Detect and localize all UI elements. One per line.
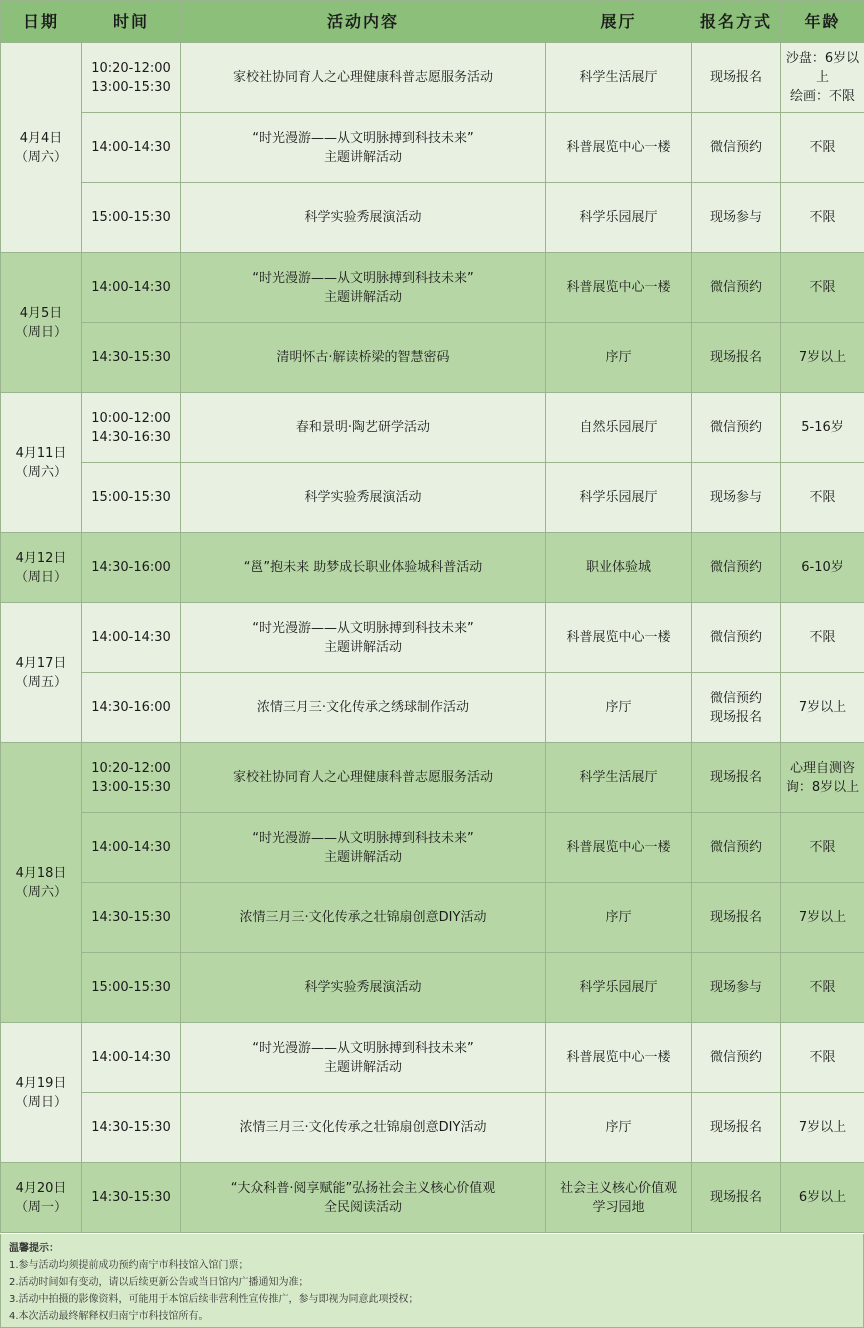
- age-cell: 不限: [781, 603, 864, 673]
- age-cell: 不限: [781, 953, 864, 1023]
- age-cell: 不限: [781, 253, 864, 323]
- date-group: [1, 253, 864, 393]
- table-row: [1, 743, 864, 813]
- signup-cell: 现场参与: [692, 183, 781, 253]
- signup-cell: 微信预约: [692, 533, 781, 603]
- date-group: [1, 603, 864, 743]
- date-group: [1, 43, 864, 253]
- signup-cell: 微信预约: [692, 393, 781, 463]
- signup-cell: 微信预约 现场报名: [692, 673, 781, 743]
- time-cell: 15:00-15:30: [82, 953, 181, 1023]
- hall-cell: 科普展览中心一楼: [546, 253, 692, 323]
- time-cell: 14:30-15:30: [82, 883, 181, 953]
- header-signup: 报名方式: [692, 1, 781, 43]
- header-date: 日期: [1, 1, 82, 43]
- header-row: [1, 1, 864, 43]
- hall-cell: 科普展览中心一楼: [546, 1023, 692, 1093]
- time-cell: 14:30-15:30: [82, 1163, 181, 1233]
- signup-cell: 微信预约: [692, 603, 781, 673]
- content-cell: “大众科普·阅享赋能”弘扬社会主义核心价值观 全民阅读活动: [181, 1163, 546, 1233]
- table-row: [1, 1093, 864, 1163]
- signup-cell: 微信预约: [692, 113, 781, 183]
- content-cell: 科学实验秀展演活动: [181, 463, 546, 533]
- date-cell: 4月19日 （周日）: [1, 1023, 82, 1163]
- time-cell: 14:00-14:30: [82, 113, 181, 183]
- notes-title: 温馨提示：: [9, 1243, 59, 1254]
- age-cell: 不限: [781, 813, 864, 883]
- table-row: [1, 1163, 864, 1233]
- date-cell: 4月18日 （周六）: [1, 743, 82, 1023]
- content-cell: 清明怀古·解读桥梁的智慧密码: [181, 323, 546, 393]
- signup-cell: 现场参与: [692, 463, 781, 533]
- content-cell: “时光漫游——从文明脉搏到科技未来” 主题讲解活动: [181, 1023, 546, 1093]
- table-row: [1, 393, 864, 463]
- table-row: [1, 813, 864, 883]
- signup-cell: 现场报名: [692, 743, 781, 813]
- table-row: [1, 43, 864, 113]
- table-row: [1, 183, 864, 253]
- signup-cell: 现场报名: [692, 1163, 781, 1233]
- time-cell: 14:30-15:30: [82, 1093, 181, 1163]
- hall-cell: 科普展览中心一楼: [546, 113, 692, 183]
- table-row: [1, 113, 864, 183]
- header-age: 年龄: [781, 1, 864, 43]
- content-cell: 浓情三月三·文化传承之壮锦扇创意DIY活动: [181, 883, 546, 953]
- time-cell: 14:30-16:00: [82, 533, 181, 603]
- time-cell: 15:00-15:30: [82, 183, 181, 253]
- header-time: 时间: [82, 1, 181, 43]
- age-cell: 不限: [781, 1023, 864, 1093]
- notes-item: 3.活动中拍摄的影像资料，可能用于本馆后续非营利性宣传推广，参与即视为同意此项授权；: [9, 1294, 419, 1305]
- signup-cell: 现场报名: [692, 43, 781, 113]
- content-cell: “时光漫游——从文明脉搏到科技未来” 主题讲解活动: [181, 253, 546, 323]
- age-cell: 7岁以上: [781, 673, 864, 743]
- date-group: [1, 393, 864, 533]
- content-cell: 家校社协同育人之心理健康科普志愿服务活动: [181, 43, 546, 113]
- time-cell: 14:00-14:30: [82, 813, 181, 883]
- notes-item: 4.本次活动最终解释权归南宁市科技馆所有。: [9, 1311, 209, 1322]
- age-cell: 不限: [781, 463, 864, 533]
- hall-cell: 科学乐园展厅: [546, 463, 692, 533]
- notes-item: 1.参与活动均须提前成功预约南宁市科技馆入馆门票；: [9, 1260, 249, 1271]
- header-content: 活动内容: [181, 1, 546, 43]
- content-cell: 浓情三月三·文化传承之壮锦扇创意DIY活动: [181, 1093, 546, 1163]
- hall-cell: 科学生活展厅: [546, 43, 692, 113]
- content-cell: “时光漫游——从文明脉搏到科技未来” 主题讲解活动: [181, 603, 546, 673]
- signup-cell: 现场参与: [692, 953, 781, 1023]
- table-row: [1, 253, 864, 323]
- content-cell: 春和景明·陶艺研学活动: [181, 393, 546, 463]
- hall-cell: 科普展览中心一楼: [546, 813, 692, 883]
- time-cell: 14:30-15:30: [82, 323, 181, 393]
- age-cell: 7岁以上: [781, 1093, 864, 1163]
- table-row: [1, 323, 864, 393]
- time-cell: 14:00-14:30: [82, 253, 181, 323]
- hall-cell: 序厅: [546, 323, 692, 393]
- date-group: [1, 1023, 864, 1163]
- time-cell: 14:30-16:00: [82, 673, 181, 743]
- content-cell: “时光漫游——从文明脉搏到科技未来” 主题讲解活动: [181, 813, 546, 883]
- date-cell: 4月4日 （周六）: [1, 43, 82, 253]
- content-cell: “邕”抱未来 助梦成长职业体验城科普活动: [181, 533, 546, 603]
- age-cell: 不限: [781, 113, 864, 183]
- age-cell: 7岁以上: [781, 323, 864, 393]
- hall-cell: 职业体验城: [546, 533, 692, 603]
- content-cell: “时光漫游——从文明脉搏到科技未来” 主题讲解活动: [181, 113, 546, 183]
- table-row: [1, 953, 864, 1023]
- hall-cell: 科学生活展厅: [546, 743, 692, 813]
- table-row: [1, 673, 864, 743]
- content-cell: 家校社协同育人之心理健康科普志愿服务活动: [181, 743, 546, 813]
- age-cell: 沙盘：6岁以上 绘画：不限: [781, 43, 864, 113]
- date-cell: 4月5日 （周日）: [1, 253, 82, 393]
- age-cell: 6岁以上: [781, 1163, 864, 1233]
- hall-cell: 序厅: [546, 1093, 692, 1163]
- table-row: [1, 463, 864, 533]
- table-row: [1, 883, 864, 953]
- date-group: [1, 743, 864, 1023]
- notes-box: [0, 1234, 864, 1328]
- hall-cell: 科学乐园展厅: [546, 953, 692, 1023]
- age-cell: 5-16岁: [781, 393, 864, 463]
- age-cell: 6-10岁: [781, 533, 864, 603]
- content-cell: 科学实验秀展演活动: [181, 953, 546, 1023]
- hall-cell: 科普展览中心一楼: [546, 603, 692, 673]
- table-row: [1, 1023, 864, 1093]
- age-cell: 心理自测咨询：8岁以上: [781, 743, 864, 813]
- signup-cell: 微信预约: [692, 253, 781, 323]
- date-cell: 4月12日 （周日）: [1, 533, 82, 603]
- signup-cell: 现场报名: [692, 1093, 781, 1163]
- time-cell: 14:00-14:30: [82, 603, 181, 673]
- hall-cell: 社会主义核心价值观 学习园地: [546, 1163, 692, 1233]
- table-row: [1, 533, 864, 603]
- age-cell: 不限: [781, 183, 864, 253]
- age-cell: 7岁以上: [781, 883, 864, 953]
- hall-cell: 科学乐园展厅: [546, 183, 692, 253]
- time-cell: 10:00-12:00 14:30-16:30: [82, 393, 181, 463]
- signup-cell: 现场报名: [692, 883, 781, 953]
- time-cell: 10:20-12:00 13:00-15:30: [82, 743, 181, 813]
- header-hall: 展厅: [546, 1, 692, 43]
- content-cell: 浓情三月三·文化传承之绣球制作活动: [181, 673, 546, 743]
- date-group: [1, 533, 864, 603]
- time-cell: 14:00-14:30: [82, 1023, 181, 1093]
- signup-cell: 微信预约: [692, 813, 781, 883]
- date-group: [1, 1163, 864, 1233]
- date-cell: 4月20日 （周一）: [1, 1163, 82, 1233]
- hall-cell: 序厅: [546, 673, 692, 743]
- time-cell: 15:00-15:30: [82, 463, 181, 533]
- hall-cell: 序厅: [546, 883, 692, 953]
- date-cell: 4月11日 （周六）: [1, 393, 82, 533]
- content-cell: 科学实验秀展演活动: [181, 183, 546, 253]
- time-cell: 10:20-12:00 13:00-15:30: [82, 43, 181, 113]
- table-row: [1, 603, 864, 673]
- notes-item: 2.活动时间如有变动，请以后续更新公告或当日馆内广播通知为准；: [9, 1277, 309, 1288]
- signup-cell: 现场报名: [692, 323, 781, 393]
- date-cell: 4月17日 （周五）: [1, 603, 82, 743]
- hall-cell: 自然乐园展厅: [546, 393, 692, 463]
- signup-cell: 微信预约: [692, 1023, 781, 1093]
